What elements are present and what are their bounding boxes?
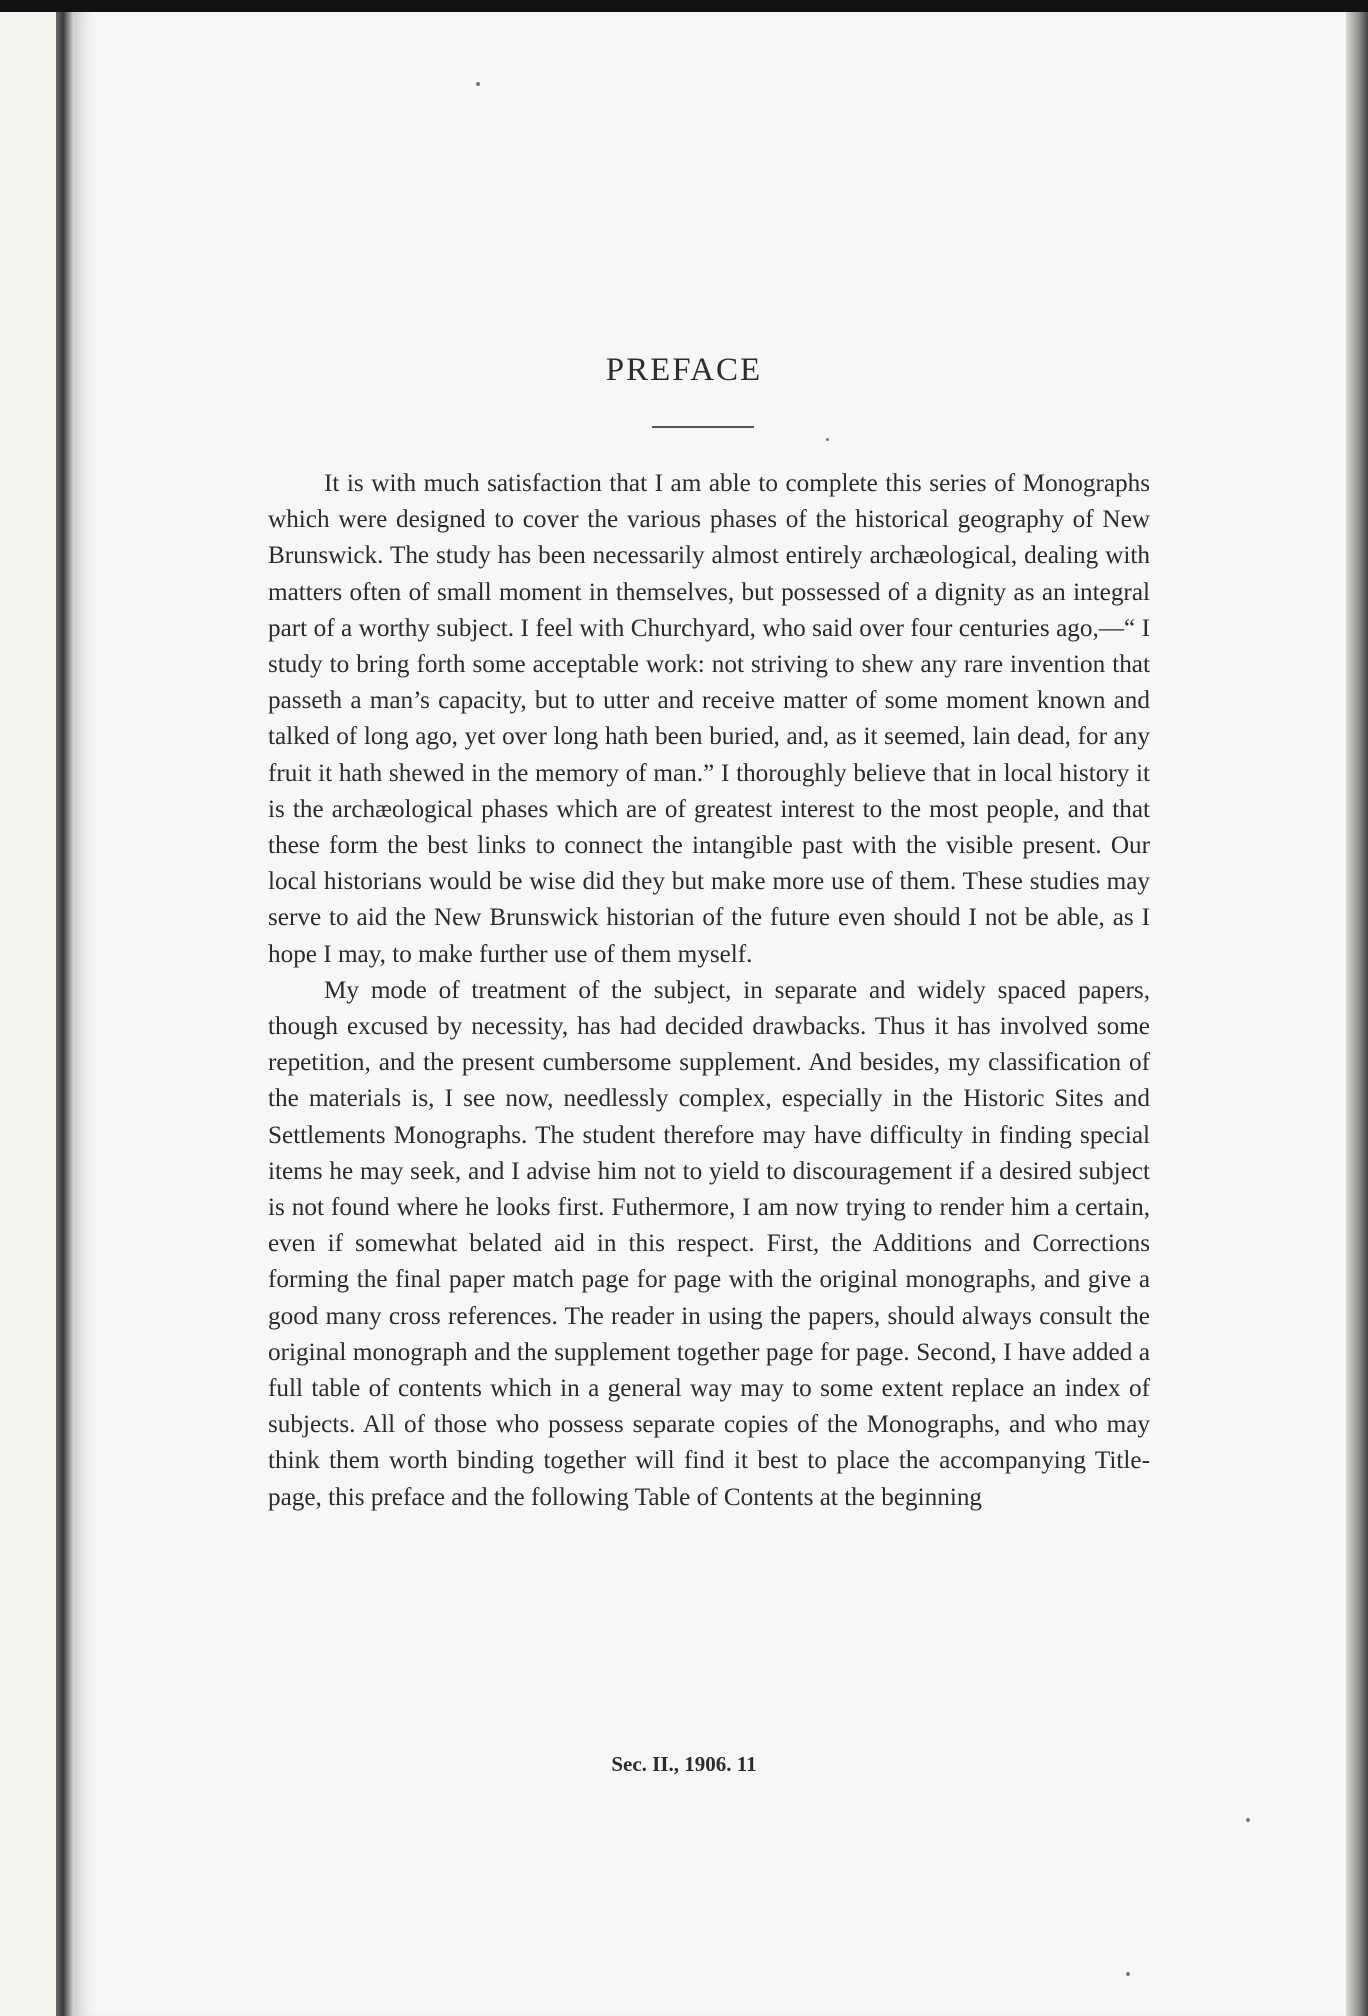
book-spine: [56, 12, 74, 2016]
page-edge: [1346, 12, 1368, 2016]
paragraph: It is with much satisfaction that I am able to complete this series of Monographs which were designed to cover the various phases of the historical geography of New Brunswick. The study has been necessarily almost entirely archæological, dealing with matters often of small moment in themselves, but possessed of a dignity as an integral part of a worthy subject. I feel with Churchyard, who said over four centuries ago,—“ I study to bring forth some acceptable work: not striving to shew any rare invention that passeth a man’s capacity, but to utter and receive matter of some moment known and talked of long ago, yet over long hath been buried, and, as it seemed, lain dead, for any fruit it hath shewed in the memory of man.” I thoroughly believe that in local history it is the archæological phases which are of greatest interest to the most people, and that these form the best links to connect the intangible past with the visible present. Our local historians would be wise did they but make more use of them. These studies may serve to aid the New Brunswick historian of the future even should I not be able, as I hope I may, to make further use of them myself.: [268, 470, 1150, 968]
page-title: PREFACE: [605, 352, 763, 388]
body-text: [268, 466, 1150, 1516]
paragraph: My mode of treatment of the subject, in separate and widely spaced papers, though excused by necessity, has had decided drawbacks. Thus it has involved some repetition, and the present cumbersome supplement. And besides, my classification of the materials is, I see now, needlessly complex, especially in the Historic Sites and Settlements Monographs. The student therefore may have difficulty in finding special items he may seek, and I advise him not to yield to discouragement if a desired subject is not found where he looks first. Futhermore, I am now trying to render him a certain, even if somewhat belated aid in this respect. First, the Additions and Corrections forming the final paper match page for page with the original monographs, and give a good many cross references. The reader in using the papers, should always consult the original monograph and the supplement together page for page. Second, I have added a full table of contents which in a general way may to some extent replace an index of subjects. All of those who possess separate copies of the Monographs, and who may think them worth binding together will find it best to place the accompanying Title-page, this preface and the following Table of Contents at the beginning: [268, 976, 1150, 1511]
speck: [1246, 1818, 1250, 1822]
page-footer: Sec. II., 1906. 11: [611, 1752, 757, 1776]
title-rule: [652, 426, 754, 428]
speck: [1126, 1972, 1130, 1976]
speck: [826, 438, 829, 441]
speck: [476, 82, 480, 86]
